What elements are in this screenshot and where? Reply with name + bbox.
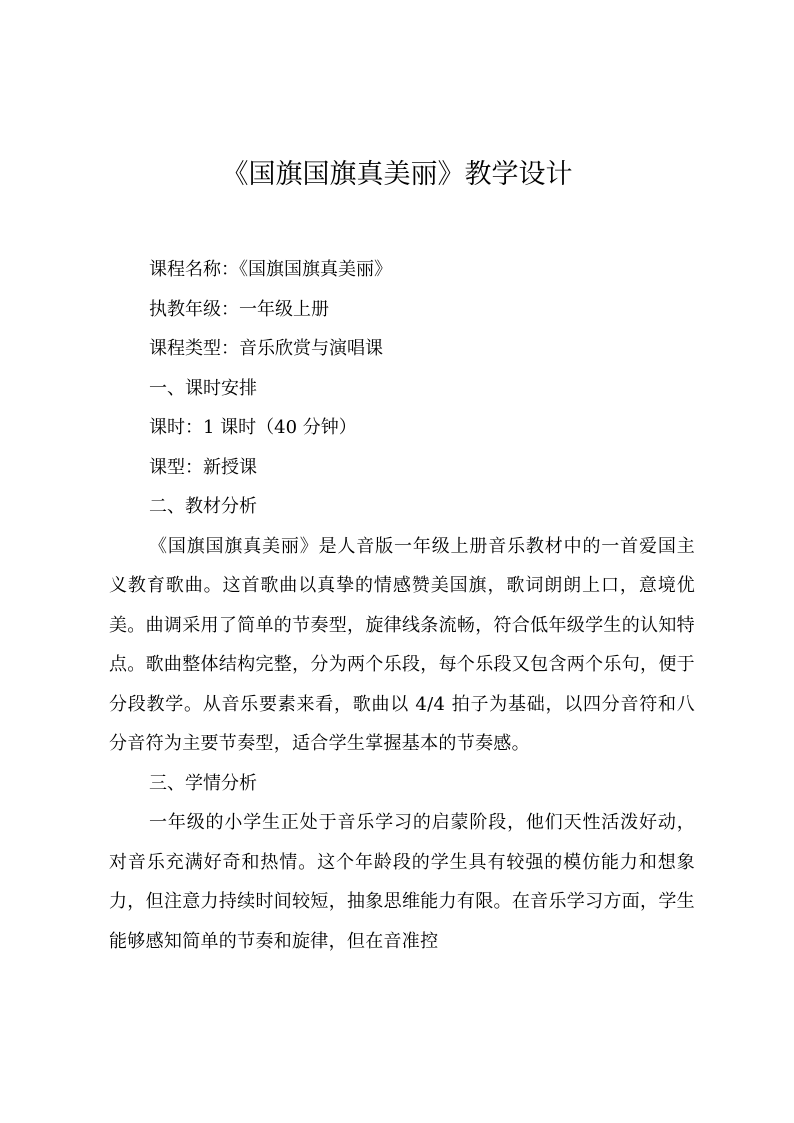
class-hours-line: 课时：1 课时（40 分钟） xyxy=(149,417,357,438)
section-heading-schedule: 一、课时安排 xyxy=(149,377,257,399)
document-title: 《国旗国旗真美丽》教学设计 xyxy=(221,159,573,190)
document-body xyxy=(109,250,695,961)
course-name-line: 课程名称：《国旗国旗真美丽》 xyxy=(149,259,392,280)
grade-line: 执教年级：一年级上册 xyxy=(149,298,329,320)
course-type-line: 课程类型：音乐欣赏与演唱课 xyxy=(149,338,383,359)
section-heading-student-analysis: 三、学情分析 xyxy=(149,772,257,794)
material-analysis-paragraph: 《国旗国旗真美丽》是人音版一年级上册音乐教材中的一首爱国主义教育歌曲。这首歌曲以真挚的情感赞美国旗，歌词朗朗上口，意境优美。曲调采用了简单的节奏型，旋律线条流畅，符合低年级学生的认知特点。歌曲整体结构完整，分为两个乐段，每个乐段又包含两个乐句，便于分段教学。从音乐要素来看，歌曲以 4/4 拍子为基础，以四分音符和八分音符为主要节奏型，适合学生掌握基本的节奏感。 xyxy=(109,535,695,754)
class-type-line: 课型：新授课 xyxy=(149,456,257,478)
section-heading-material-analysis: 二、教材分析 xyxy=(149,496,257,517)
student-analysis-paragraph: 一年级的小学生正处于音乐学习的启蒙阶段，他们天性活泼好动，对音乐充满好奇和热情。这个年龄段的学生具有较强的模仿能力和想象力，但注意力持续时间较短，抽象思维能力有限。在音乐学习方面，学生能够感知简单的节奏和旋律，但在音准控 xyxy=(109,812,695,952)
